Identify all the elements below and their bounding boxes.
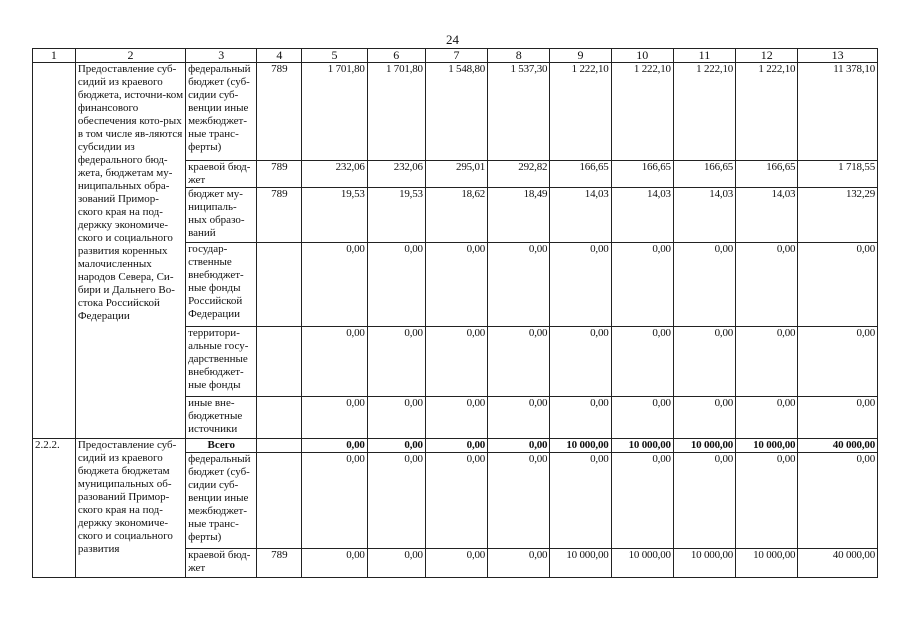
measure-description: Предоставление суб-сидий из краевого бюджета, источни-ком финансового обеспечения кото-рых в том числе яв-ляются субсидии из федерального бюд-жета, бюджетам му-ниципальных обра-зований Примор-ского края на под-держку экономиче-ского и социального развития коренных малочисленных народов Севера, Си-бири и Дальнего Во-стока Российской Федерации xyxy=(75,63,185,439)
value-cell: 0,00 xyxy=(611,243,673,327)
row-number-cell: 2.2.2. xyxy=(33,439,76,578)
value-cell: 0,00 xyxy=(611,453,673,549)
total-cell: 0,00 xyxy=(798,453,878,549)
value-cell: 19,53 xyxy=(302,188,367,243)
value-cell: 1 222,10 xyxy=(673,63,735,161)
value-cell: 0,00 xyxy=(302,439,367,453)
value-cell: 10 000,00 xyxy=(673,439,735,453)
value-cell: 0,00 xyxy=(673,453,735,549)
value-cell: 0,00 xyxy=(302,397,367,439)
value-cell: 10 000,00 xyxy=(550,549,611,578)
value-cell: 0,00 xyxy=(302,549,367,578)
value-cell: 10 000,00 xyxy=(736,439,798,453)
column-header: 3 xyxy=(186,49,257,63)
value-cell: 1 222,10 xyxy=(611,63,673,161)
value-cell: 0,00 xyxy=(611,327,673,397)
measure-description: Предоставление суб-сидий из краевого бюджета бюджетам муниципальных об-разований Примор-ского края на под-держку экономиче-ского и социального развития xyxy=(75,439,185,578)
total-cell: 0,00 xyxy=(798,397,878,439)
value-cell: 14,03 xyxy=(736,188,798,243)
value-cell: 1 701,80 xyxy=(302,63,367,161)
value-cell: 0,00 xyxy=(425,397,487,439)
value-cell: 295,01 xyxy=(425,161,487,188)
column-header: 12 xyxy=(736,49,798,63)
budget-code xyxy=(257,453,302,549)
value-cell: 0,00 xyxy=(367,397,425,439)
value-cell: 0,00 xyxy=(673,243,735,327)
row-number-cell xyxy=(33,63,76,439)
value-cell: 0,00 xyxy=(367,549,425,578)
column-header: 8 xyxy=(488,49,550,63)
value-cell: 0,00 xyxy=(425,549,487,578)
column-header: 6 xyxy=(367,49,425,63)
total-cell: 132,29 xyxy=(798,188,878,243)
funding-source: иные вне-бюджетные источники xyxy=(186,397,257,439)
total-cell: 11 378,10 xyxy=(798,63,878,161)
budget-code: 789 xyxy=(257,63,302,161)
value-cell: 0,00 xyxy=(367,439,425,453)
value-cell: 1 701,80 xyxy=(367,63,425,161)
value-cell: 292,82 xyxy=(488,161,550,188)
budget-code xyxy=(257,439,302,453)
table-row xyxy=(33,63,878,161)
value-cell: 0,00 xyxy=(488,327,550,397)
value-cell: 0,00 xyxy=(425,327,487,397)
value-cell: 0,00 xyxy=(425,453,487,549)
column-header: 2 xyxy=(75,49,185,63)
value-cell: 0,00 xyxy=(302,453,367,549)
value-cell: 1 537,30 xyxy=(488,63,550,161)
column-header: 11 xyxy=(673,49,735,63)
value-cell: 0,00 xyxy=(611,397,673,439)
value-cell: 14,03 xyxy=(550,188,611,243)
value-cell: 1 222,10 xyxy=(736,63,798,161)
value-cell: 0,00 xyxy=(550,453,611,549)
budget-code xyxy=(257,327,302,397)
value-cell: 0,00 xyxy=(488,453,550,549)
value-cell: 19,53 xyxy=(367,188,425,243)
value-cell: 0,00 xyxy=(673,327,735,397)
value-cell: 166,65 xyxy=(611,161,673,188)
funding-source: территори-альные госу-дарственные внебюджет-ные фонды xyxy=(186,327,257,397)
value-cell: 0,00 xyxy=(367,243,425,327)
value-cell: 14,03 xyxy=(673,188,735,243)
value-cell: 0,00 xyxy=(488,549,550,578)
column-header: 5 xyxy=(302,49,367,63)
value-cell: 0,00 xyxy=(425,243,487,327)
funding-source: федеральный бюджет (суб-сидии суб-венции иные межбюджет-ные транс-ферты) xyxy=(186,63,257,161)
value-cell: 0,00 xyxy=(550,243,611,327)
value-cell: 0,00 xyxy=(550,397,611,439)
value-cell: 18,49 xyxy=(488,188,550,243)
table-row-total xyxy=(33,439,878,453)
value-cell: 0,00 xyxy=(302,243,367,327)
value-cell: 0,00 xyxy=(425,439,487,453)
value-cell: 14,03 xyxy=(611,188,673,243)
budget-code: 789 xyxy=(257,161,302,188)
value-cell: 0,00 xyxy=(736,397,798,439)
value-cell: 18,62 xyxy=(425,188,487,243)
value-cell: 0,00 xyxy=(367,327,425,397)
funding-source: Всего xyxy=(186,439,257,453)
value-cell: 10 000,00 xyxy=(611,439,673,453)
column-header: 9 xyxy=(550,49,611,63)
value-cell: 10 000,00 xyxy=(550,439,611,453)
total-cell: 1 718,55 xyxy=(798,161,878,188)
budget-code xyxy=(257,243,302,327)
value-cell: 0,00 xyxy=(673,397,735,439)
budget-code: 789 xyxy=(257,549,302,578)
value-cell: 1 548,80 xyxy=(425,63,487,161)
value-cell: 166,65 xyxy=(550,161,611,188)
budget-code xyxy=(257,397,302,439)
column-number-row xyxy=(33,49,878,63)
page-number: 24 xyxy=(446,32,459,47)
value-cell: 0,00 xyxy=(488,439,550,453)
funding-source: краевой бюд-жет xyxy=(186,549,257,578)
value-cell: 1 222,10 xyxy=(550,63,611,161)
budget-table xyxy=(32,48,878,578)
value-cell: 0,00 xyxy=(736,327,798,397)
column-header: 13 xyxy=(798,49,878,63)
funding-source: государ-ственные внебюджет-ные фонды Российской Федерации xyxy=(186,243,257,327)
column-header: 10 xyxy=(611,49,673,63)
value-cell: 166,65 xyxy=(673,161,735,188)
total-cell: 40 000,00 xyxy=(798,439,878,453)
value-cell: 0,00 xyxy=(736,453,798,549)
value-cell: 10 000,00 xyxy=(611,549,673,578)
value-cell: 10 000,00 xyxy=(736,549,798,578)
funding-source: федеральный бюджет (суб-сидии суб-венции иные межбюджет-ные транс-ферты) xyxy=(186,453,257,549)
value-cell: 0,00 xyxy=(736,243,798,327)
value-cell: 10 000,00 xyxy=(673,549,735,578)
value-cell: 0,00 xyxy=(302,327,367,397)
value-cell: 0,00 xyxy=(488,397,550,439)
column-header: 7 xyxy=(425,49,487,63)
column-header: 1 xyxy=(33,49,76,63)
value-cell: 0,00 xyxy=(488,243,550,327)
funding-source: краевой бюд-жет xyxy=(186,161,257,188)
value-cell: 0,00 xyxy=(550,327,611,397)
total-cell: 0,00 xyxy=(798,327,878,397)
budget-code: 789 xyxy=(257,188,302,243)
value-cell: 0,00 xyxy=(367,453,425,549)
total-cell: 0,00 xyxy=(798,243,878,327)
value-cell: 232,06 xyxy=(367,161,425,188)
value-cell: 232,06 xyxy=(302,161,367,188)
total-cell: 40 000,00 xyxy=(798,549,878,578)
funding-source: бюджет му-ниципаль-ных образо-ваний xyxy=(186,188,257,243)
column-header: 4 xyxy=(257,49,302,63)
value-cell: 166,65 xyxy=(736,161,798,188)
